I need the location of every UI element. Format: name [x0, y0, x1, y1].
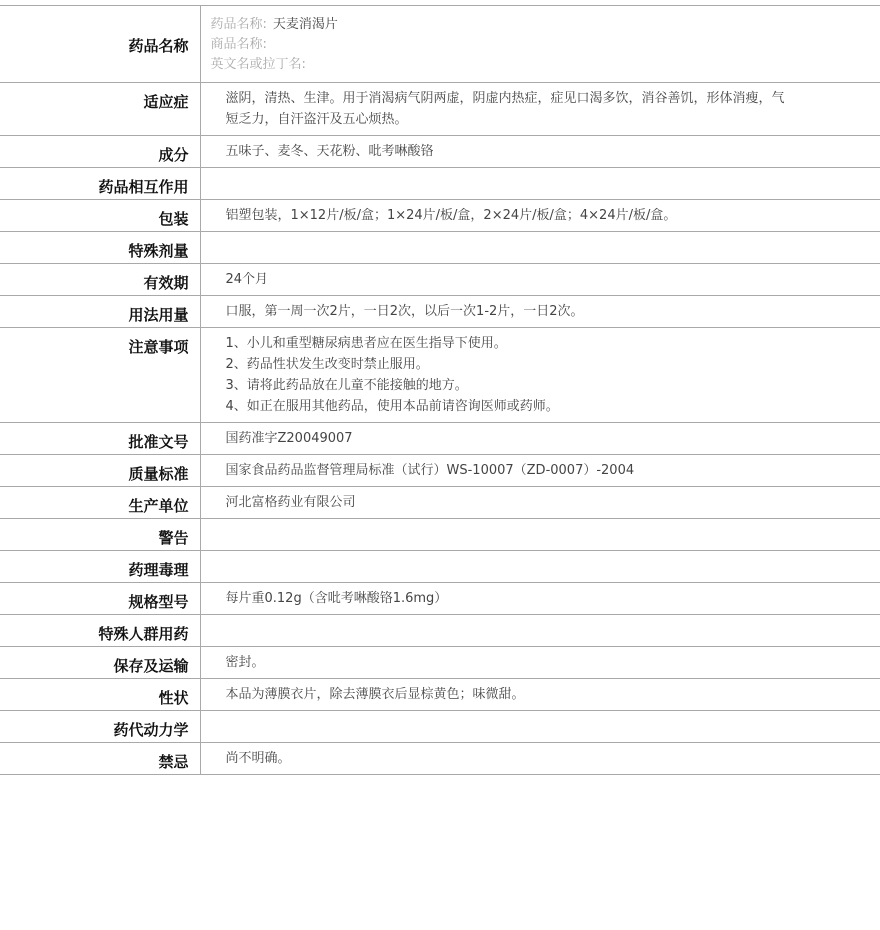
row-quality-standard — [0, 455, 880, 487]
row-appearance — [0, 679, 880, 711]
row-label: 性状 — [0, 679, 200, 711]
row-label: 药品名称 — [0, 6, 200, 83]
row-packaging — [0, 200, 880, 232]
row-value: 尚不明确。 — [200, 743, 880, 775]
row-warning — [0, 519, 880, 551]
row-label: 包装 — [0, 200, 200, 232]
row-label: 批准文号 — [0, 423, 200, 455]
row-value: 密封。 — [200, 647, 880, 679]
row-value: 每片重0.12g（含吡考啉酸铬1.6mg） — [200, 583, 880, 615]
row-precautions — [0, 328, 880, 423]
row-contraindications — [0, 743, 880, 775]
row-value: 本品为薄膜衣片，除去薄膜衣后显棕黄色；味微甜。 — [200, 679, 880, 711]
row-label: 质量标准 — [0, 455, 200, 487]
row-label: 禁忌 — [0, 743, 200, 775]
row-value: 国药准字Z20049007 — [200, 423, 880, 455]
row-label: 规格型号 — [0, 583, 200, 615]
row-value — [200, 615, 880, 647]
row-pharmacology — [0, 551, 880, 583]
row-pharmacokinetics — [0, 711, 880, 743]
precaution-item: 3、请将此药品放在儿童不能接触的地方。 — [225, 378, 468, 393]
row-label: 生产单位 — [0, 487, 200, 519]
row-label: 特殊人群用药 — [0, 615, 200, 647]
drug-info-table — [0, 5, 880, 775]
generic-name-value: 天麦消渴片 — [272, 17, 338, 32]
row-label: 警告 — [0, 519, 200, 551]
row-label: 适应症 — [0, 83, 200, 136]
row-label: 药品相互作用 — [0, 168, 200, 200]
row-value: 口服，第一周一次2片，一日2次，以后一次1-2片，一日2次。 — [200, 296, 880, 328]
row-value — [200, 551, 880, 583]
row-special-populations — [0, 615, 880, 647]
row-specification — [0, 583, 880, 615]
row-label: 保存及运输 — [0, 647, 200, 679]
row-drug-name — [0, 6, 880, 83]
trade-name-key: 商品名称: — [210, 37, 267, 52]
row-dosage — [0, 296, 880, 328]
row-interactions — [0, 168, 880, 200]
row-value — [200, 519, 880, 551]
row-label: 有效期 — [0, 264, 200, 296]
row-value — [200, 711, 880, 743]
row-label: 用法用量 — [0, 296, 200, 328]
row-value: 滋阴，清热、生津。用于消渴病气阴两虚，阴虚内热症，症见口渴多饮，消谷善饥，形体消瘦，气短乏力，自汗盗汗及五心烦热。 — [200, 83, 880, 136]
row-label: 注意事项 — [0, 328, 200, 423]
row-value: 五味子、麦冬、天花粉、吡考啉酸铬 — [200, 136, 880, 168]
row-shelf-life — [0, 264, 880, 296]
english-name-line — [211, 55, 871, 75]
row-ingredients — [0, 136, 880, 168]
row-approval-number — [0, 423, 880, 455]
drug-name-block — [200, 6, 880, 83]
row-value — [200, 232, 880, 264]
english-name-key: 英文名或拉丁名: — [210, 57, 306, 72]
precaution-item: 1、小儿和重型糖尿病患者应在医生指导下使用。 — [225, 336, 507, 351]
row-label: 特殊剂量 — [0, 232, 200, 264]
row-value: 河北富格药业有限公司 — [200, 487, 880, 519]
trade-name-line — [211, 35, 871, 55]
precautions-list — [200, 328, 880, 423]
row-special-dosage — [0, 232, 880, 264]
row-value: 铝塑包装，1×12片/板/盒；1×24片/板/盒，2×24片/板/盒；4×24片/板/盒。 — [200, 200, 880, 232]
precaution-item: 2、药品性状发生改变时禁止服用。 — [225, 357, 429, 372]
generic-name-key: 药品名称: — [210, 17, 267, 32]
row-label: 药理毒理 — [0, 551, 200, 583]
row-manufacturer — [0, 487, 880, 519]
row-storage — [0, 647, 880, 679]
generic-name-line — [211, 15, 871, 35]
row-value: 国家食品药品监督管理局标准（试行）WS-10007（ZD-0007）-2004 — [200, 455, 880, 487]
row-indications — [0, 83, 880, 136]
precaution-item: 4、如正在服用其他药品，使用本品前请咨询医师或药师。 — [225, 399, 559, 414]
row-value — [200, 168, 880, 200]
row-value: 24个月 — [200, 264, 880, 296]
row-label: 成分 — [0, 136, 200, 168]
row-label: 药代动力学 — [0, 711, 200, 743]
